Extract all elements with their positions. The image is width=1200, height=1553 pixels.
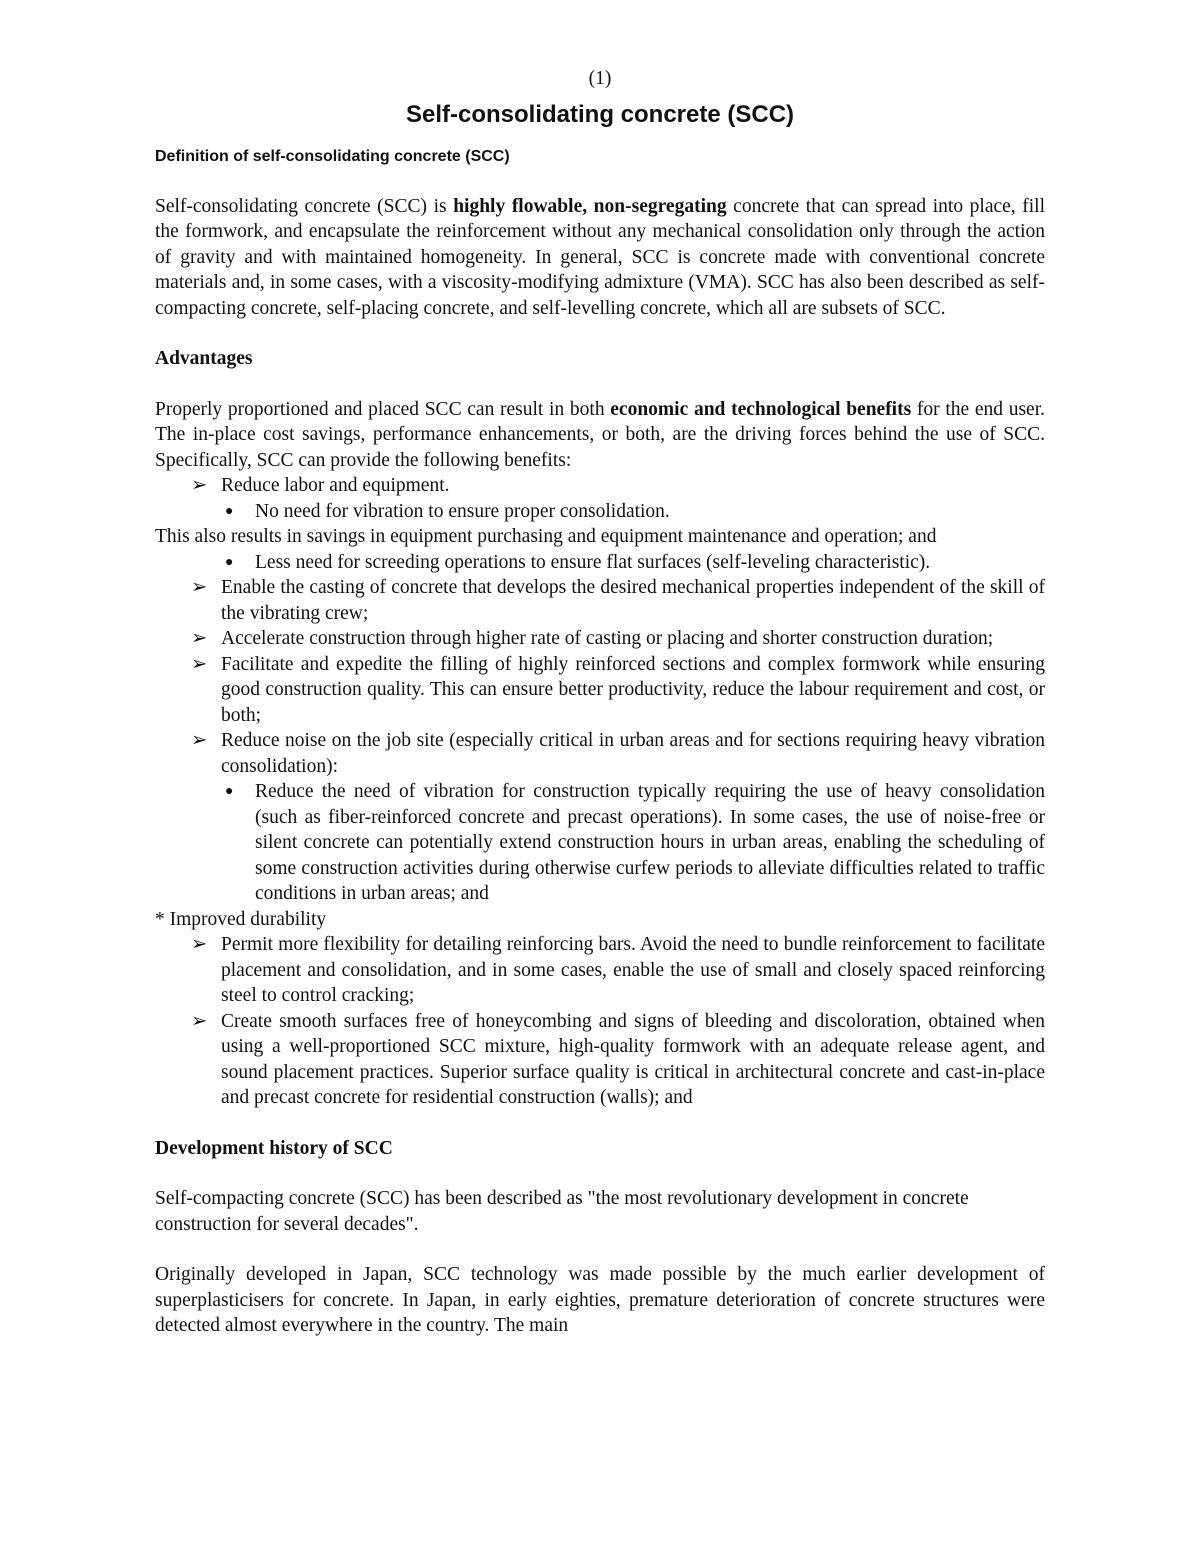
list-item: [155, 575, 1045, 626]
sub-list-item-text: No need for vibration to ensure proper consolidation.: [255, 500, 670, 522]
list-item: [155, 932, 1045, 1009]
arrow-bullet-icon: ➢: [191, 730, 208, 751]
arrow-bullet-icon: ➢: [191, 577, 208, 598]
arrow-bullet-icon: ➢: [191, 934, 208, 955]
list-item: [155, 473, 1045, 499]
advantages-bold-1: economic and technological benefits: [610, 398, 912, 420]
page-title: Self-consolidating concrete (SCC): [405, 100, 795, 128]
list-item: [155, 728, 1045, 779]
advantages-text-2: for the end user. The in-place cost savings, performance enhancements, or both, are the driving forces behind the use of SCC. Specifically, SCC can provide the following benefits:: [155, 398, 1045, 471]
list-item-text: Accelerate construction through higher rate of casting or placing and shorter construction duration;: [221, 628, 994, 649]
list-item-text: Create smooth surfaces free of honeycombing and signs of bleeding and discoloration, obtained when using a well-proportioned SCC mixture, high-quality formwork with an adequate release agent, and sound placement practices. Superior surface quality is critical in architectural concrete and cast-in-place and precast concrete for residential construction (walls); and: [221, 1010, 1045, 1108]
arrow-bullet-icon: ➢: [191, 653, 208, 675]
definition-bold-1: highly flowable, non-segregating: [453, 195, 727, 217]
dot-bullet-icon: ●: [225, 784, 234, 799]
list-item: [155, 626, 1045, 652]
definition-text-2: concrete that can spread into place, fill the formwork, and encapsulate the reinforcement without any mechanical consolidation only through the action of gravity and with maintained homogeneity. In general, SCC is concrete made with conventional concrete materials and, in some cases, with a viscosity-modifying admixture (VMA). SCC has also been described as self-compacting concrete, self-placing concrete, and self-levelling concrete, which all are subsets of SCC.: [155, 195, 1045, 319]
arrow-bullet-icon: ➢: [191, 475, 208, 496]
sub-list-item: [155, 550, 1045, 576]
history-paragraph-2: Originally developed in Japan, SCC technology was made possible by the much earlier development of superplasticisers for concrete. In Japan, in early eighties, premature deterioration of concrete structures were detected almost everywhere in the country. The main: [155, 1264, 1045, 1336]
list-item-text: Facilitate and expedite the filling of highly reinforced sections and complex formwork while ensuring good construction quality. This can ensure better productivity, reduce the labour requirement and cost, or both;: [221, 653, 1045, 726]
mid-list-text: This also results in savings in equipment purchasing and equipment maintenance and operation; and: [155, 526, 937, 547]
durability-label: * Improved durability: [155, 908, 327, 930]
sub-list-item: [155, 779, 1045, 907]
advantages-heading: Advantages: [155, 348, 253, 369]
definition-heading: Definition of self-consolidating concrete (SCC): [155, 147, 510, 165]
list-item-text: Permit more flexibility for detailing reinforcing bars. Avoid the need to bundle reinforcement to facilitate placement and consolidation, and in some cases, enable the use of small and closely spaced reinforcing steel to control cracking;: [221, 934, 1045, 1006]
sub-list-item-text: Less need for screeding operations to ensure flat surfaces (self-leveling characteristic).: [255, 551, 931, 573]
list-item: [155, 1009, 1045, 1111]
history-paragraph-1: Self-compacting concrete (SCC) has been described as "the most revolutionary development in concrete construction for several decades".: [155, 1188, 969, 1235]
history-heading: Development history of SCC: [155, 1137, 393, 1159]
list-item: [155, 652, 1045, 729]
advantages-intro-paragraph: [155, 397, 1045, 474]
definition-text-1: Self-consolidating concrete (SCC) is: [155, 195, 454, 217]
definition-paragraph: [155, 194, 1045, 322]
advantages-text-1: Properly proportioned and placed SCC can result in both: [155, 398, 611, 420]
sub-list-item: [155, 499, 1045, 525]
sub-list-item-text: Reduce the need of vibration for construction typically requiring the use of heavy consolidation (such as fiber-reinforced concrete and precast operations). In some cases, the use of noise-free or silent concrete can potentially extend construction hours in urban areas, enabling the scheduling of some construction activities during otherwise curfew periods to alleviate difficulties related to traffic conditions in urban areas; and: [255, 781, 1045, 904]
arrow-bullet-icon: ➢: [191, 1010, 208, 1032]
page-number: (1): [588, 68, 612, 89]
list-item-text: Reduce labor and equipment.: [221, 475, 450, 496]
arrow-bullet-icon: ➢: [191, 628, 208, 649]
dot-bullet-icon: ●: [225, 554, 234, 570]
list-item-text: Reduce noise on the job site (especially critical in urban areas and for sections requiring heavy vibration consolidation):: [221, 730, 1045, 777]
dot-bullet-icon: ●: [225, 503, 234, 519]
list-item-text: Enable the casting of concrete that develops the desired mechanical properties independent of the skill of the vibrating crew;: [221, 577, 1045, 624]
